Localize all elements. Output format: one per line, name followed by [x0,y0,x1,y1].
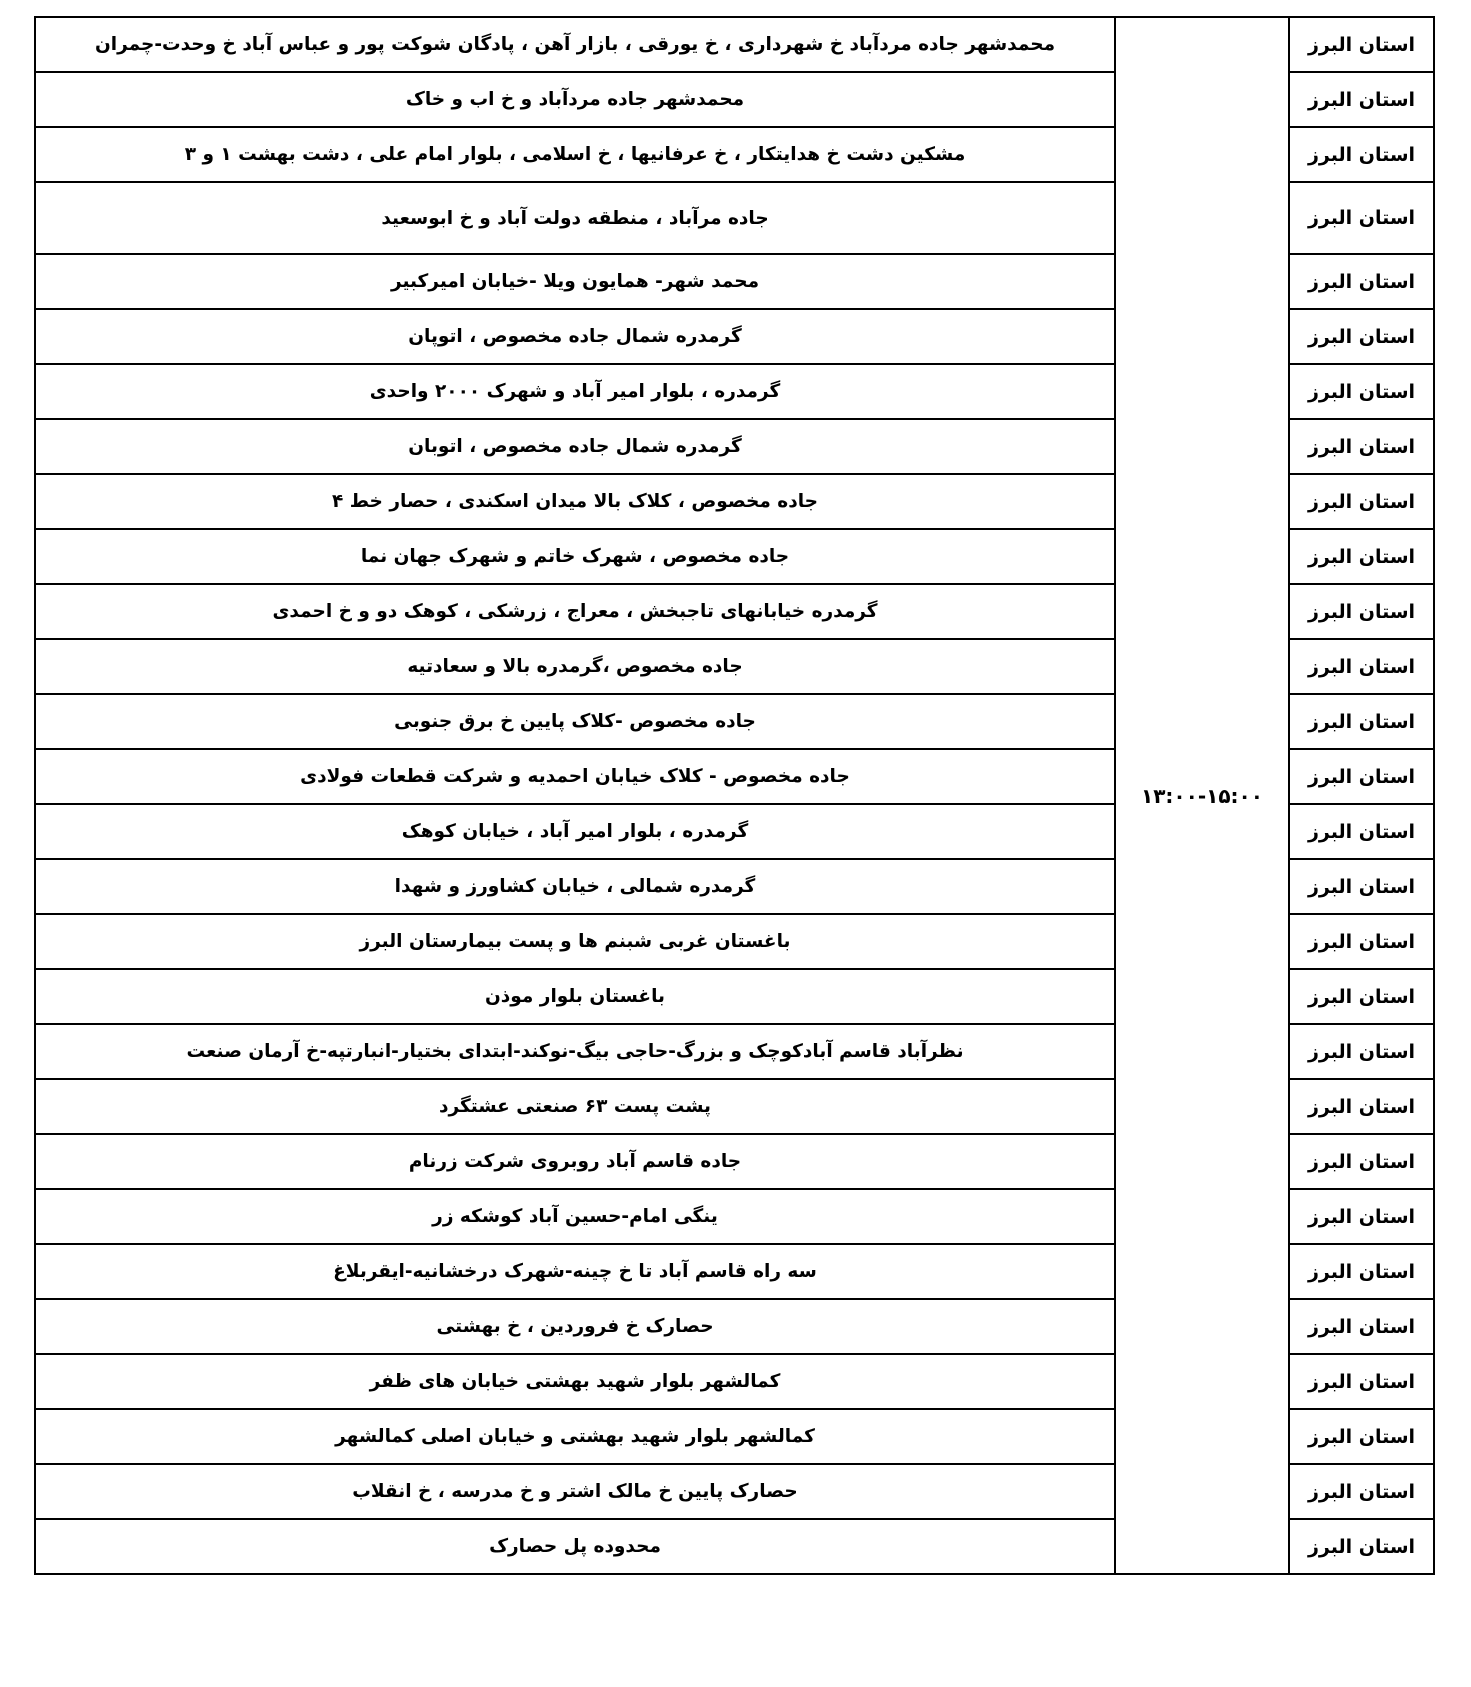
area-cell: جاده مخصوص - کلاک خیابان احمدیه و شرکت قطعات فولادی [35,749,1115,804]
area-cell: باغستان بلوار موذن [35,969,1115,1024]
area-cell: جاده قاسم آباد روبروی شرکت زرنام [35,1134,1115,1189]
area-cell: مشکین دشت خ هدایتکار ، خ عرفانیها ، خ اسلامی ، بلوار امام علی ، دشت بهشت ۱ و ۳ [35,127,1115,182]
schedule-body [35,17,1434,1574]
table-row [35,17,1434,72]
province-cell: استان البرز [1289,969,1434,1024]
province-cell: استان البرز [1289,804,1434,859]
area-cell: جاده مخصوص -کلاک پایین خ برق جنوبی [35,694,1115,749]
time-range-cell: ۱۳:۰۰-۱۵:۰۰ [1115,17,1289,1574]
area-cell: محدوده پل حصارک [35,1519,1115,1574]
area-cell: گرمدره خیابانهای تاجبخش ، معراج ، زرشکی ، کوهک دو و خ احمدی [35,584,1115,639]
area-cell: گرمدره شمال جاده مخصوص ، اتوپان [35,309,1115,364]
province-cell: استان البرز [1289,1134,1434,1189]
province-cell: استان البرز [1289,17,1434,72]
area-cell: سه راه قاسم آباد تا خ چینه-شهرک درخشانیه-ایقربلاغ [35,1244,1115,1299]
province-cell: استان البرز [1289,72,1434,127]
province-cell: استان البرز [1289,419,1434,474]
province-cell: استان البرز [1289,254,1434,309]
province-cell: استان البرز [1289,859,1434,914]
area-cell: کمالشهر بلوار شهید بهشتی خیابان های ظفر [35,1354,1115,1409]
area-cell: گرمدره ، بلوار امیر آباد ، خیابان کوهک [35,804,1115,859]
province-cell: استان البرز [1289,309,1434,364]
province-cell: استان البرز [1289,182,1434,254]
province-cell: استان البرز [1289,1409,1434,1464]
area-cell: جاده مخصوص ، شهرک خاتم و شهرک جهان نما [35,529,1115,584]
area-cell: گرمدره شمالی ، خیابان کشاورز و شهدا [35,859,1115,914]
province-cell: استان البرز [1289,127,1434,182]
province-cell: استان البرز [1289,1519,1434,1574]
area-cell: گرمدره ، بلوار امیر آباد و شهرک ۲۰۰۰ واحدی [35,364,1115,419]
province-cell: استان البرز [1289,1244,1434,1299]
province-cell: استان البرز [1289,529,1434,584]
province-cell: استان البرز [1289,694,1434,749]
province-cell: استان البرز [1289,1024,1434,1079]
province-cell: استان البرز [1289,749,1434,804]
area-cell: ینگی امام-حسین آباد کوشکه زر [35,1189,1115,1244]
area-cell: محمد شهر- همایون ویلا -خیابان امیرکبیر [35,254,1115,309]
area-cell: پشت پست ۶۳ صنعتی عشتگرد [35,1079,1115,1134]
outage-schedule-table [34,16,1435,1575]
area-cell: محمدشهر جاده مردآباد خ شهرداری ، خ یورقی ، بازار آهن ، پادگان شوکت پور و عباس آباد خ وحدت-چمران [35,17,1115,72]
area-cell: کمالشهر بلوار شهید بهشتی و خیابان اصلی کمالشهر [35,1409,1115,1464]
area-cell: نظرآباد قاسم آبادکوچک و بزرگ-حاجی بیگ-نوکند-ابتدای بختیار-انبارتپه-خ آرمان صنعت [35,1024,1115,1079]
province-cell: استان البرز [1289,1299,1434,1354]
area-cell: حصارک خ فروردین ، خ بهشتی [35,1299,1115,1354]
area-cell: گرمدره شمال جاده مخصوص ، اتوبان [35,419,1115,474]
province-cell: استان البرز [1289,639,1434,694]
area-cell: باغستان غربی شبنم ها و پست بیمارستان البرز [35,914,1115,969]
province-cell: استان البرز [1289,584,1434,639]
area-cell: جاده مخصوص ،گرمدره بالا و سعادتیه [35,639,1115,694]
province-cell: استان البرز [1289,914,1434,969]
area-cell: جاده مرآباد ، منطقه دولت آباد و خ ابوسعید [35,182,1115,254]
province-cell: استان البرز [1289,1189,1434,1244]
area-cell: حصارک پایین خ مالک اشتر و خ مدرسه ، خ انقلاب [35,1464,1115,1519]
area-cell: جاده مخصوص ، کلاک بالا میدان اسکندی ، حصار خط ۴ [35,474,1115,529]
province-cell: استان البرز [1289,474,1434,529]
province-cell: استان البرز [1289,364,1434,419]
area-cell: محمدشهر جاده مردآباد و خ اب و خاک [35,72,1115,127]
province-cell: استان البرز [1289,1354,1434,1409]
province-cell: استان البرز [1289,1079,1434,1134]
province-cell: استان البرز [1289,1464,1434,1519]
